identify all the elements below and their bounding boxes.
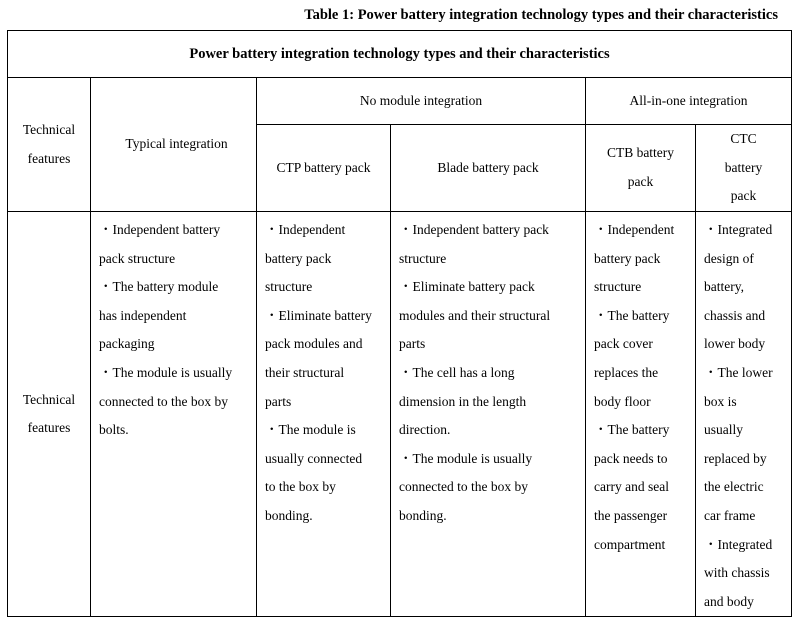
ctc-line: car frame (704, 507, 756, 523)
ctb-line: the passenger (594, 507, 668, 523)
ctc-line: ・Integrated (704, 536, 773, 552)
header-ctb-line-1: CTB battery (606, 145, 675, 161)
typical-line: packaging (99, 336, 155, 352)
ctc-line: with chassis (704, 565, 770, 581)
ctc-line: lower body (704, 336, 766, 352)
cell-ctp-features (257, 212, 391, 617)
header-ctc-line-1: CTC (730, 131, 757, 147)
table-title-row (8, 31, 792, 78)
header-blade-battery-pack: Blade battery pack (391, 125, 586, 212)
ctp-line: ・The module is (265, 422, 356, 438)
blade-line: dimension in the length (399, 393, 527, 409)
blade-line: ・Eliminate battery pack (399, 279, 535, 295)
ctc-line: ・The lower (704, 364, 773, 380)
ctb-line: ・The battery (594, 307, 670, 323)
ctc-line: replaced by (704, 450, 767, 466)
ctp-line: usually connected (265, 450, 363, 466)
header-typical-integration: Typical integration (91, 78, 257, 212)
blade-line: structure (399, 250, 447, 266)
ctb-line: pack cover (594, 336, 653, 352)
ctb-line: compartment (594, 536, 666, 552)
table-caption: Table 1: Power battery integration technology types and their characteristics (304, 7, 778, 23)
ctc-line: battery, (704, 279, 744, 295)
ctp-line: to the box by (265, 479, 336, 495)
cell-blade-features (391, 212, 586, 617)
ctp-line: battery pack (265, 250, 332, 266)
typical-line: pack structure (99, 250, 176, 266)
ctc-line: chassis and (704, 307, 766, 323)
cell-ctb-features (586, 212, 696, 617)
ctc-line: ・Integrated (704, 222, 773, 237)
ctp-line: structure (265, 279, 313, 295)
ctp-line: bonding. (265, 507, 313, 523)
ctb-line: battery pack (594, 250, 661, 266)
table-title: Power battery integration technology types and their characteristics (8, 31, 792, 78)
header-ctc-line-3: pack (730, 188, 757, 204)
blade-line: ・Independent battery pack (399, 222, 549, 237)
typical-line: ・The module is usually (99, 364, 233, 380)
typical-line: bolts. (99, 422, 129, 438)
header-ctc-line-2: battery (724, 159, 763, 175)
blade-line: parts (399, 336, 426, 352)
cell-ctc-features (696, 212, 792, 617)
header-technical-features (8, 78, 91, 212)
ctb-line: structure (594, 279, 642, 295)
row-label-technical-features (8, 212, 91, 617)
ctc-line: usually (704, 422, 743, 438)
header-technical-features-line-1: Technical (22, 121, 76, 137)
ctp-line: their structural (265, 364, 345, 380)
ctb-line: carry and seal (594, 479, 669, 495)
ctb-line: ・The battery (594, 422, 670, 438)
blade-line: ・The cell has a long (399, 364, 515, 380)
group-header-row (8, 78, 792, 125)
row-label-line-1: Technical (22, 391, 76, 407)
ctc-line: design of (704, 250, 754, 266)
ctp-line: ・Independent (265, 222, 346, 237)
ctc-line: and body (704, 593, 754, 609)
row-label-line-2: features (27, 420, 71, 436)
ctb-line: replaces the (594, 364, 659, 380)
header-no-module-integration: No module integration (257, 78, 586, 125)
ctp-line: ・Eliminate battery (265, 307, 372, 323)
ctp-line: pack modules and (265, 336, 363, 352)
ctc-line: box is (704, 393, 737, 409)
typical-line: has independent (99, 307, 187, 323)
blade-line: ・The module is usually (399, 450, 533, 466)
blade-line: direction. (399, 422, 451, 438)
typical-line: ・Independent battery (99, 222, 221, 237)
ctb-line: ・Independent (594, 222, 675, 237)
battery-integration-table (7, 30, 792, 617)
header-all-in-one-integration: All-in-one integration (586, 78, 792, 125)
header-ctb-line-2: pack (627, 174, 654, 189)
features-row (8, 212, 792, 617)
ctp-line: parts (265, 393, 292, 409)
blade-line: connected to the box by (399, 479, 528, 495)
header-ctp-battery-pack: CTP battery pack (257, 125, 391, 212)
cell-typical-features (91, 212, 257, 617)
typical-line: ・The battery module (99, 279, 219, 295)
header-technical-features-line-2: features (27, 150, 71, 166)
header-ctc-battery-pack (696, 125, 792, 212)
ctb-line: pack needs to (594, 450, 668, 466)
ctc-line: the electric (704, 479, 764, 495)
typical-line: connected to the box by (99, 393, 228, 409)
header-ctb-battery-pack (586, 125, 696, 212)
blade-line: bonding. (399, 507, 447, 523)
ctb-line: body floor (594, 393, 651, 409)
blade-line: modules and their structural (399, 307, 551, 323)
